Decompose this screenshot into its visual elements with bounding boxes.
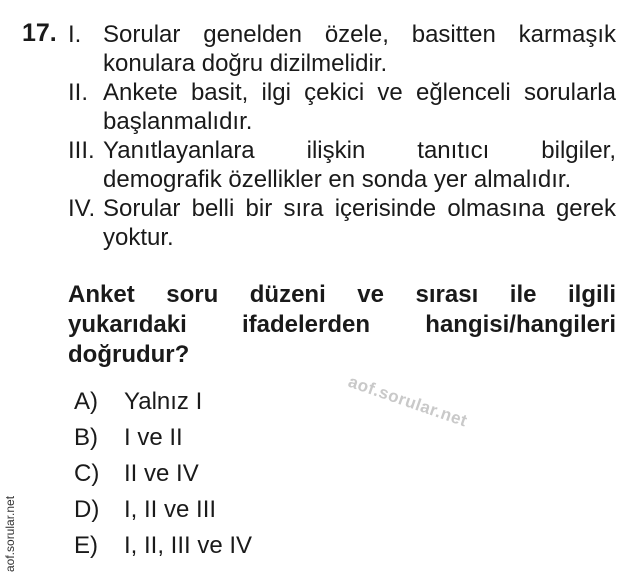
- option-d-letter: D): [74, 496, 100, 523]
- statement-1: [68, 20, 616, 78]
- option-a-text: Yalnız I: [124, 388, 203, 415]
- statement-4-roman: IV.: [68, 195, 96, 222]
- statement-4: [68, 194, 616, 252]
- option-c[interactable]: [74, 460, 199, 488]
- watermark-diagonal: aof.sorular.net: [345, 372, 470, 431]
- option-a[interactable]: [74, 388, 202, 416]
- statement-3-roman: III.: [68, 137, 95, 164]
- option-b-letter: B): [74, 424, 98, 451]
- statement-4-line-1: Sorular belli bir sıra içerisinde olmasına gerek: [103, 195, 616, 222]
- option-e-letter: E): [74, 532, 98, 559]
- option-e[interactable]: [74, 532, 252, 560]
- question-stem: [68, 280, 616, 370]
- option-d[interactable]: [74, 496, 216, 524]
- option-e-text: I, II, III ve IV: [124, 532, 253, 559]
- option-c-letter: C): [74, 460, 100, 487]
- statement-3: [68, 136, 616, 194]
- statement-2-line-2: başlanmalıdır.: [103, 108, 253, 135]
- question-stem-line-1: Anket soru düzeni ve sırası ile ilgili: [68, 281, 616, 308]
- statement-2: [68, 78, 616, 136]
- option-d-text: I, II ve III: [124, 496, 217, 523]
- statement-2-line-1: Ankete basit, ilgi çekici ve eğlenceli sorularla: [103, 79, 616, 106]
- option-a-letter: A): [74, 388, 98, 415]
- question-stem-line-2: yukarıdaki ifadelerden hangisi/hangileri: [68, 311, 616, 338]
- option-c-text: II ve IV: [124, 460, 199, 487]
- statement-2-roman: II.: [68, 79, 89, 106]
- statement-3-line-2: demografik özellikler en sonda yer almalıdır.: [103, 166, 572, 193]
- statement-1-line-2: konulara doğru dizilmelidir.: [103, 50, 388, 77]
- statement-4-line-2: yoktur.: [103, 224, 174, 251]
- option-b-text: I ve II: [124, 424, 183, 451]
- statement-3-line-1: Yanıtlayanlara ilişkin tanıtıcı bilgiler,: [103, 137, 616, 164]
- question-stem-line-3: doğrudur?: [68, 341, 190, 368]
- statement-1-line-1: Sorular genelden özele, basitten karmaşık: [103, 21, 616, 48]
- option-b[interactable]: [74, 424, 183, 452]
- statement-1-roman: I.: [68, 21, 82, 48]
- watermark-side: aof.sorular.net: [3, 495, 17, 572]
- question-number: 17.: [22, 19, 57, 47]
